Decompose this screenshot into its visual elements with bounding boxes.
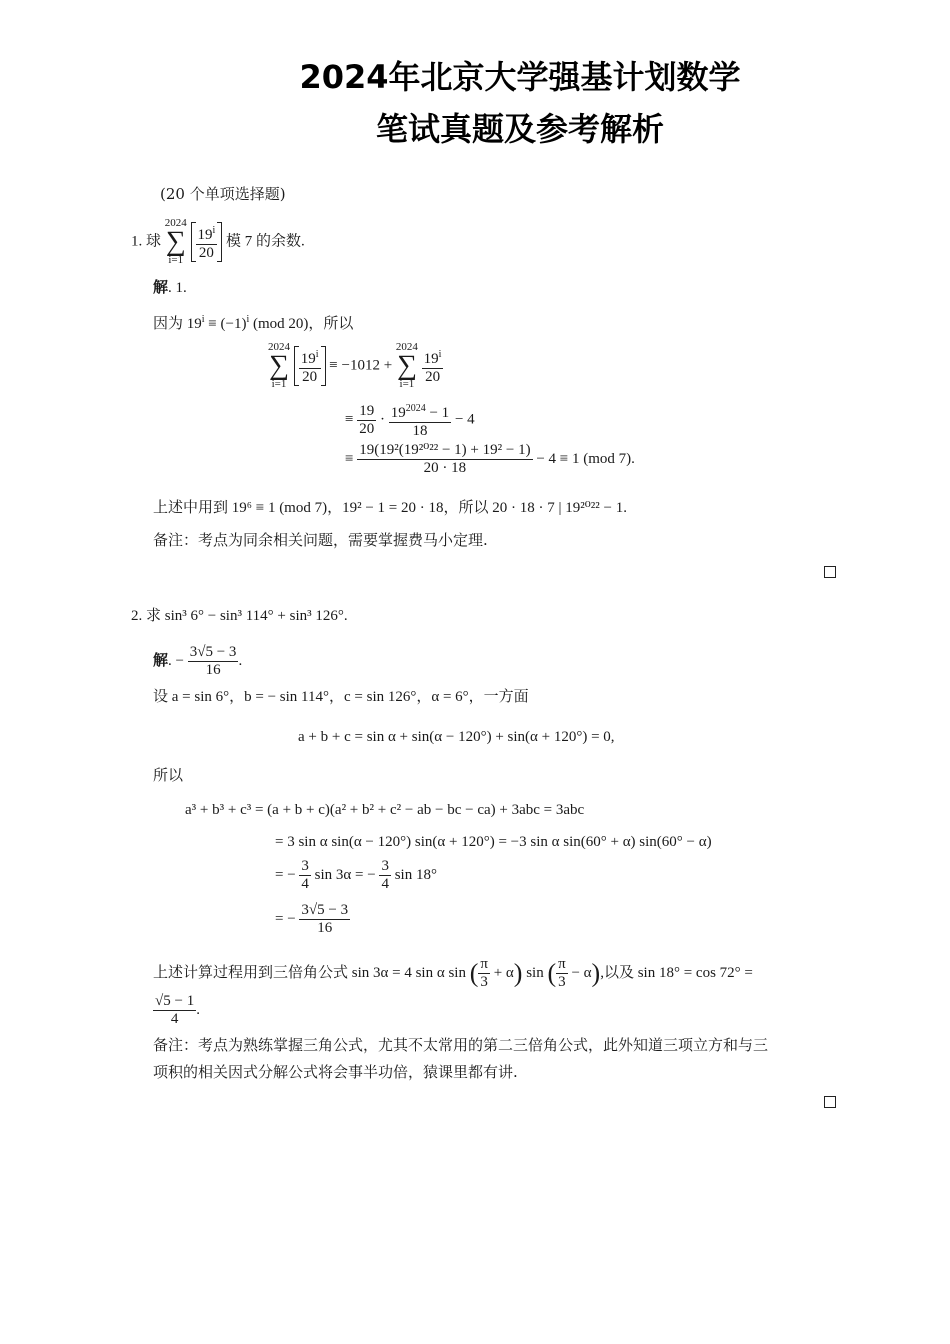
setup-line: 设 a = sin 6°，b = − sin 114°，c = sin 126°，α = 6°，一方面	[153, 689, 529, 705]
remark-2-line-2: 项积的相关因式分解公式将会事半功倍，猿课里都有讲.	[153, 1063, 518, 1081]
equation-1: 2024 ∑ i=1 $\frac{19^i}{20}$ ≡ −1012 + 2024 ∑ i=1 $\frac{19^i}{20}$	[268, 341, 442, 390]
question-prefix: 球	[146, 233, 162, 250]
remark-1: 备注：考点为同余相关问题，需要掌握费马小定理.	[153, 531, 488, 549]
question-number: 1.	[131, 233, 143, 250]
calc-explanation: 上述计算过程用到三倍角公式 sin 3α = 4 sin α sin ( $\frac{\pi}{3}$ + α) sin ( $\frac{\pi}{3}$ − α),以及 sin 18° = cos 72° =	[153, 956, 753, 990]
equation-2: ≡ $\frac{19}{20}$ · $\frac{19^{2024} - 1}{18}$ − 4	[345, 400, 475, 440]
remark-2-line-1: 备注：考点为熟练掌握三角公式，尤其不太常用的第二三倍角公式，此外知道三项立方和与三	[153, 1036, 769, 1054]
cube-sum-line-1: a³ + b³ + c³ = (a + b + c)(a² + b² + c² − ab − bc − ca) + 3abc = 3abc	[185, 802, 585, 818]
so-label: 所以	[153, 766, 184, 784]
title-line-2: 笔试真题及参考解析	[375, 110, 664, 148]
sum-symbol: 2024 ∑ i=1	[164, 217, 187, 266]
qed-square-icon	[824, 566, 836, 578]
question-2: 2. 求 sin³ 6° − sin³ 114° + sin³ 126°.	[131, 608, 348, 624]
used-facts: 上述中用到 19⁶ ≡ 1 (mod 7)，19² − 1 = 20 · 18，所以 20 · 18 · 7 | 19²⁰²² − 1.	[153, 500, 627, 516]
question-suffix: 模 7 的余数.	[226, 233, 305, 250]
because-line: 因为 $19^i \equiv (-1)^i$ (mod 20)，所以	[153, 314, 354, 332]
equation-3: ≡ $\frac{\text{19(19²(19²⁰²² − 1) + 19² − 1)}}{20 \cdot 18}$ − 4 ≡ 1 (mod 7).	[345, 442, 635, 476]
floor-bracket: $\frac{19^i}{20}$	[191, 222, 223, 262]
cube-sum-line-3: = − $\frac{3}{4}$ sin 3α = − $\frac{3}{4}$ sin 18°	[275, 858, 437, 892]
answer-1: 解. 1.	[153, 280, 187, 296]
calc-result: $\frac{√5 - 1}{4}$ .	[155, 993, 200, 1027]
title-line-1: 2024年北京大学强基计划数学	[299, 58, 741, 96]
cube-sum-line-4: = − $\frac{3√5 - 3}{16}$	[275, 902, 349, 936]
answer-2: 解. − $\frac{3√5 - 3}{16}$ .	[153, 644, 243, 678]
sum-equation: a + b + c = sin α + sin(α − 120°) + sin(α + 120°) = 0,	[298, 729, 615, 745]
cube-sum-line-2: = 3 sin α sin(α − 120°) sin(α + 120°) = −3 sin α sin(60° + α) sin(60° − α)	[275, 834, 712, 850]
qed-square-icon	[824, 1096, 836, 1108]
intro-note: (20 个单项选择题)	[160, 185, 286, 203]
question-1	[131, 218, 305, 266]
